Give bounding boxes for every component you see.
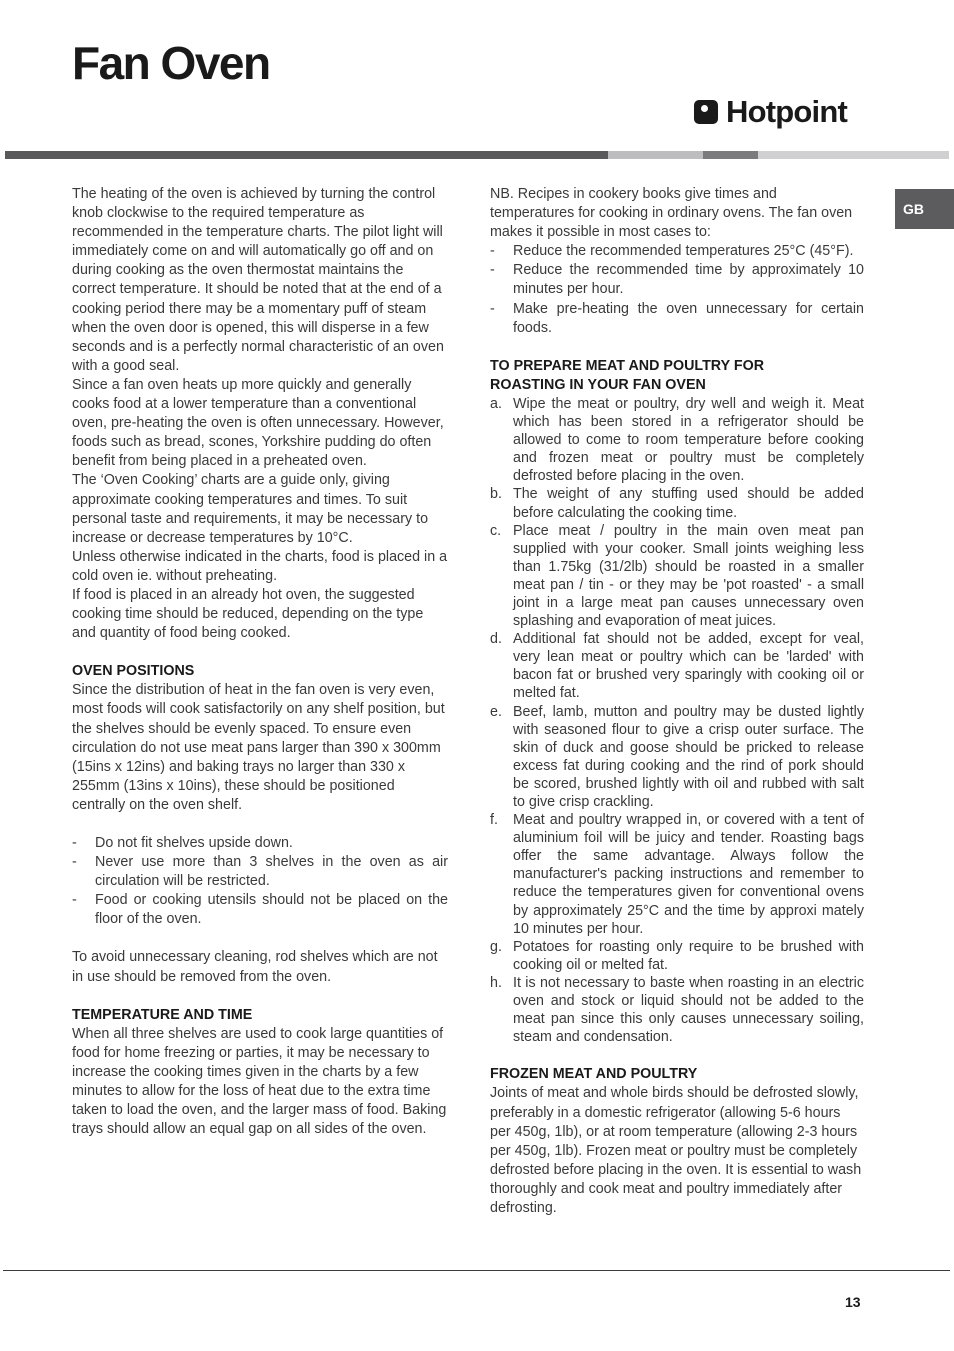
bullet-text: Make pre-heating the oven unnecessary for certain foods. xyxy=(513,300,864,336)
list-marker: d. xyxy=(490,631,502,648)
bullet-text: Do not fit shelves upside down. xyxy=(95,835,293,851)
list-marker: e. xyxy=(490,703,502,720)
list-marker: g. xyxy=(490,938,502,955)
header-rule-mid xyxy=(703,151,758,159)
list-marker: c. xyxy=(490,522,502,539)
header-rule-light xyxy=(608,151,703,159)
list-item xyxy=(490,522,864,631)
list-item xyxy=(490,938,864,974)
heading-line: TO PREPARE MEAT AND POULTRY FOR xyxy=(490,357,765,374)
left-column xyxy=(72,185,448,1139)
list-marker: h. xyxy=(490,974,502,991)
list-marker: f. xyxy=(490,812,498,829)
list-text: The weight of any stuffing used should be added before calculating the cooking time. xyxy=(513,486,864,521)
meat-poultry-heading xyxy=(490,357,864,395)
hotpoint-logo xyxy=(694,95,847,129)
list-text: Beef, lamb, mutton and poultry may be dusted lightly with seasoned flour to give a crisp outer surface. The skin of duck and goose should be pricked to release excess fat during cooking and the rind of pork should be scored, brushed lightly with oil and rubbed with salt to give crisp crackling. xyxy=(513,703,864,810)
temperature-time-heading: TEMPERATURE AND TIME xyxy=(72,1006,253,1023)
bullet-text: Food or cooking utensils should not be placed on the floor of the oven. xyxy=(95,892,448,928)
bullet-text: Never use more than 3 shelves in the oven as air circulation will be restricted. xyxy=(95,854,448,890)
list-item: - Do not fit shelves upside down. xyxy=(72,834,448,853)
list-item xyxy=(490,703,864,812)
list-text: Place meat / poultry in the main oven meat pan supplied with your cooker. Small joints weighing less than 1.75kg (31/2lb) should be roasted in a smaller meat pan / tin - or they may be 'pot roasted' - a small joint in a large meat pan causes unnecessary oven splashing and evaporation of meat juices. xyxy=(513,522,864,630)
list-item xyxy=(490,974,864,1046)
list-text: Wipe the meat or poultry, dry well and weigh it. Meat which has been stored in a refrigerator should be allowed to come to room temperature before cooking and frozen meat or poultry must be completely defrosted before placing in the oven. xyxy=(513,395,864,485)
list-item xyxy=(490,630,864,702)
bullet-text: Reduce the recommended time by approximately 10 minutes per hour. xyxy=(513,262,864,298)
intro-paragraph: If food is placed in an already hot oven, the suggested cooking time should be reduced, depending on the type and quantity of food being cooked. xyxy=(72,586,424,642)
intro-paragraph: The ‘Oven Cooking’ charts are a guide only, giving approximate cooking temperatures and times. To suit personal taste and requirements, it may be necessary to increase or decrease temperatures by 10°C. xyxy=(72,472,429,546)
header-rule-light-end xyxy=(758,151,949,159)
language-tab: GB xyxy=(895,189,954,229)
oven-positions-heading: OVEN POSITIONS xyxy=(72,663,195,680)
list-item xyxy=(490,395,864,485)
list-text: Additional fat should not be added, except for veal, very lean meat or poultry which can be 'larded' with bacon fat or brushed very sparingly with cooking oil or melted fat. xyxy=(513,631,864,702)
list-text: Potatoes for roasting only require to be brushed with cooking oil or melted fat. xyxy=(513,938,864,973)
brand-name: Hotpoint xyxy=(726,94,847,129)
frozen-text: Joints of meat and whole birds should be defrosted slowly, preferably in a domestic refrigerator (allowing 5-6 hours per 450g, 1lb), or at room temperature (allowing 2-3 hours per 450g, 1lb). Frozen meat or poultry must be completely defrosted before placing in the oven. It is essential to wash thoroughly and cook meat and poultry immediately after defrosting. xyxy=(490,1085,862,1216)
intro-paragraph: Unless otherwise indicated in the charts, food is placed in a cold oven ie. without preheating. xyxy=(72,548,448,584)
right-column xyxy=(490,185,864,1218)
list-item: - Make pre-heating the oven unnecessary for certain foods. xyxy=(490,300,864,338)
footer-rule xyxy=(3,1270,950,1271)
list-item: - Reduce the recommended time by approximately 10 minutes per hour. xyxy=(490,261,864,299)
intro-paragraph: Since a fan oven heats up more quickly and generally cooks food at a lower temperature than a conventional oven, pre-heating the oven is often unnecessary. However, foods such as bread, scones, Yorkshire pudding do often benefit from being placed in a preheated oven. xyxy=(72,376,444,470)
list-text: It is not necessary to baste when roasting in an electric oven and stock or liquid should not be added to the meat pan since this only causes unnecessary soiling, steam and condensation. xyxy=(513,974,864,1046)
temperature-time-text: When all three shelves are used to cook large quantities of food for home freezing or parties, it may be necessary to increase the cooking times given in the charts by a few minutes to allow for the loss of heat due to the extra time taken to load the oven, and the larger mass of food. Baking trays should allow an equal gap on all sides of the oven. xyxy=(72,1025,447,1138)
page-title: Fan Oven xyxy=(72,37,270,89)
list-marker: b. xyxy=(490,486,502,503)
list-item xyxy=(490,811,864,938)
frozen-heading: FROZEN MEAT AND POULTRY xyxy=(490,1066,698,1083)
page-number: 13 xyxy=(845,1294,861,1310)
list-text: Meat and poultry wrapped in, or covered with a tent of aluminium foil will be juicy and tender. Roasting bags offer the same advantage. Always follow the manufacturer's packing instructions and remember to reduce the temperatures given for conventional ovens by approximately 25°C and the time by approxi mately 10 minutes per hour. xyxy=(513,812,864,937)
bullet-text: Reduce the recommended temperatures 25°C (45°F). xyxy=(513,243,854,260)
oven-positions-text: Since the distribution of heat in the fan oven is very even, most foods will cook satisfactorily on any shelf position, but the shelves should be evenly spaced. To ensure even circulation do not use meat pans larger than 390 x 300mm (15ins x 12ins) and baking trays no larger than 330 x 255mm (13ins x 10ins), these should be positioned centrally on the oven shelf. xyxy=(72,682,445,813)
intro-paragraph: The heating of the oven is achieved by turning the control knob clockwise to the required temperature as recommended in the temperature charts. The pilot light will immediately come on and will automatically go off and on during cooking as the oven thermostat maintains the correct temperature. It should be noted that at the end of a cooking period there may be a momentary puff of steam when the oven door is opened, this will disperse in a few seconds and is a perfectly normal characteristic of an oven with a good seal. xyxy=(72,186,444,374)
list-item: - Never use more than 3 shelves in the oven as air circulation will be restricted. xyxy=(72,853,448,891)
list-item: - Reduce the recommended temperatures 25°C (45°F). xyxy=(490,242,864,261)
header-rule-dark xyxy=(5,151,608,159)
nb-text: NB. Recipes in cookery books give times and temperatures for cooking in ordinary ovens. The fan oven makes it possible in most cases to: xyxy=(490,186,853,241)
heading-line: ROASTING IN YOUR FAN OVEN xyxy=(490,376,706,393)
oven-positions-closing: To avoid unnecessary cleaning, rod shelves which are not in use should be removed from the oven. xyxy=(72,949,438,985)
list-item: - Food or cooking utensils should not be placed on the floor of the oven. xyxy=(72,891,448,929)
hotpoint-logo-icon xyxy=(694,100,718,124)
list-item xyxy=(490,485,864,521)
list-marker: a. xyxy=(490,395,502,412)
